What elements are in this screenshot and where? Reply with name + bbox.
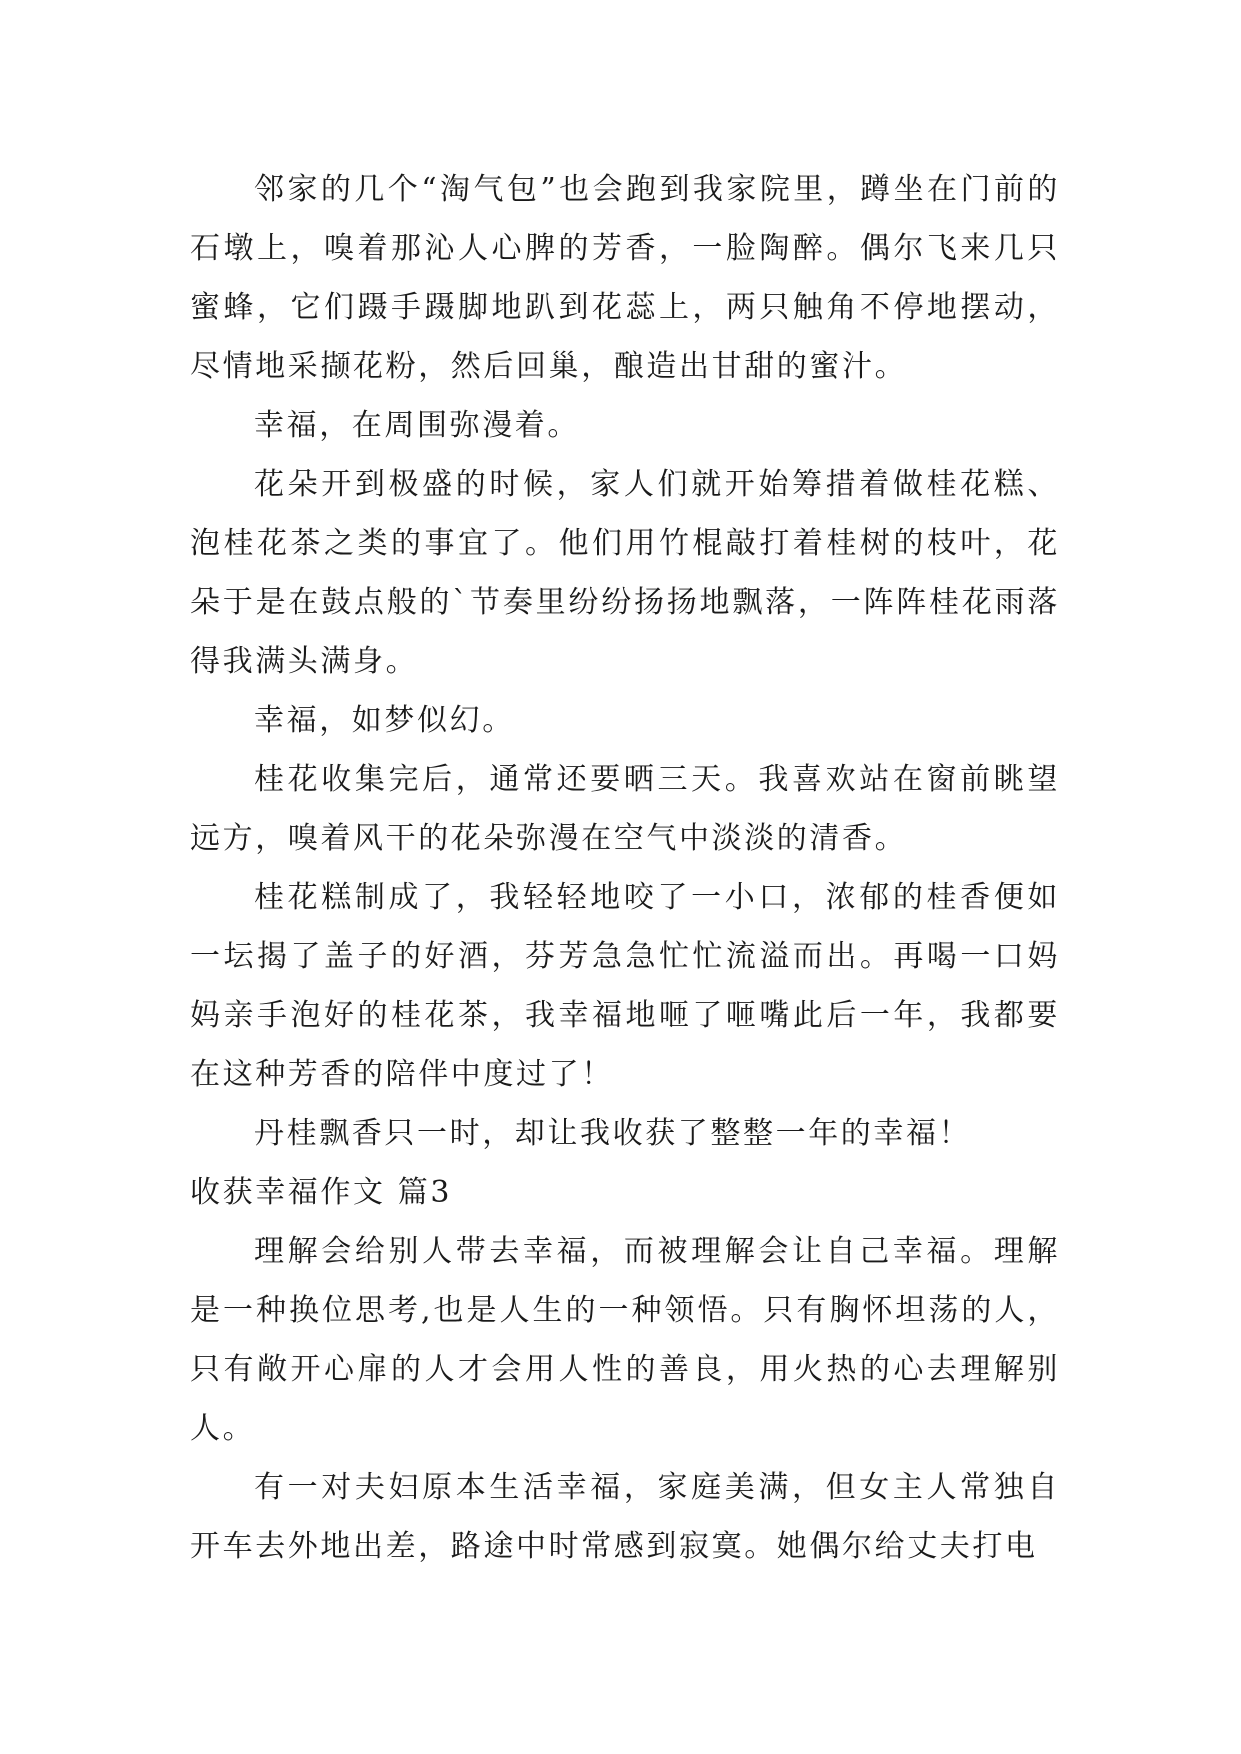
section-heading: 收获幸福作文 篇3 — [190, 1175, 453, 1210]
paragraph-9: 有一对夫妇原本生活幸福，家庭美满，但女主人常独自开车去外地出差，路途中时常感到寂寞。她偶尔给丈夫打电 — [190, 1470, 1060, 1564]
document-body — [190, 160, 1060, 1576]
paragraph-4: 幸福，如梦似幻。 — [254, 703, 515, 738]
paragraph-5: 桂花收集完后，通常还要晒三天。我喜欢站在窗前眺望远方，嗅着风干的花朵弥漫在空气中淡淡的清香。 — [190, 762, 1060, 856]
paragraph-6: 桂花糕制成了，我轻轻地咬了一小口，浓郁的桂香便如一坛揭了盖子的好酒，芬芳急急忙忙流溢而出。再喝一口妈妈亲手泡好的桂花茶，我幸福地咂了咂嘴此后一年，我都要在这种芳香的陪伴中度过了！ — [190, 880, 1060, 1092]
paragraph-8: 理解会给别人带去幸福，而被理解会让自己幸福。理解是一种换位思考,也是人生的一种领悟。只有胸怀坦荡的人，只有敞开心扉的人才会用人性的善良，用火热的心去理解别人。 — [190, 1234, 1060, 1446]
paragraph-3: 花朵开到极盛的时候，家人们就开始筹措着做桂花糕、泡桂花茶之类的事宜了。他们用竹棍敲打着桂树的枝叶，花朵于是在鼓点般的`节奏里纷纷扬扬地飘落，一阵阵桂花雨落得我满头满身。 — [190, 467, 1060, 679]
paragraph-1: 邻家的几个“淘气包”也会跑到我家院里，蹲坐在门前的石墩上，嗅着那沁人心脾的芳香，一脸陶醉。偶尔飞来几只蜜蜂，它们蹑手蹑脚地趴到花蕊上，两只触角不停地摆动，尽情地采撷花粉，然后回巢，酿造出甘甜的蜜汁。 — [190, 172, 1060, 384]
paragraph-7: 丹桂飘香只一时，却让我收获了整整一年的幸福！ — [254, 1116, 972, 1151]
paragraph-2: 幸福，在周围弥漫着。 — [254, 408, 580, 443]
